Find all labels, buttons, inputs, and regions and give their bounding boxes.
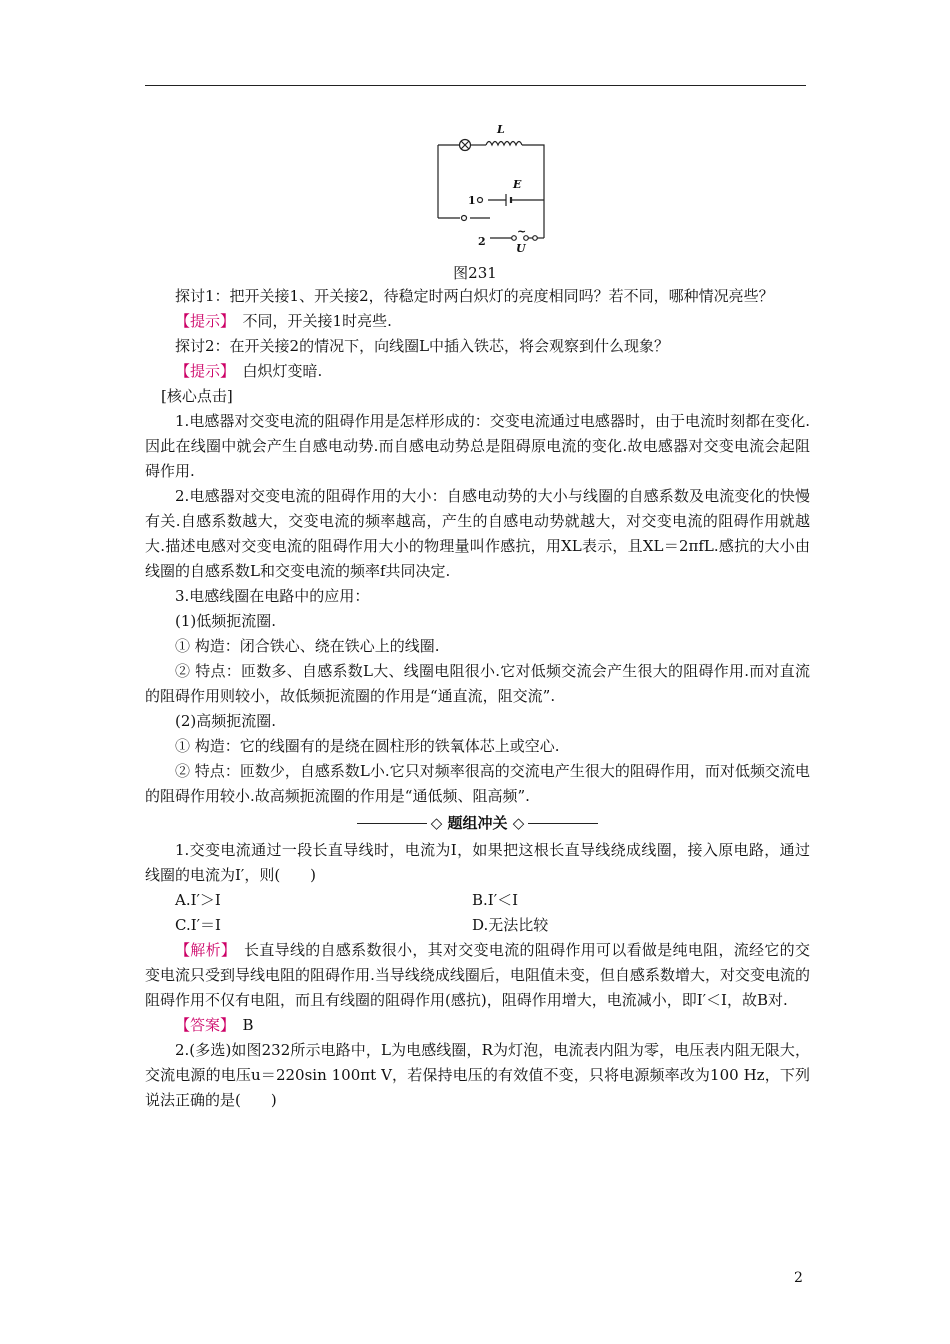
choice-c: C.I′＝I bbox=[175, 916, 221, 934]
core-heading: [核心点击] bbox=[161, 387, 233, 405]
choice-a: A.I′＞I bbox=[175, 891, 221, 909]
hint-text: 不同，开关接1时亮些. bbox=[242, 312, 392, 330]
label-U: U bbox=[516, 242, 526, 255]
hint-text: 白炽灯变暗. bbox=[242, 362, 323, 380]
analysis-tag: 【解析】 bbox=[175, 941, 229, 959]
page-number: 2 bbox=[794, 1270, 803, 1286]
label-E: E bbox=[513, 178, 522, 191]
point-3a: (1)低频扼流圈. bbox=[175, 612, 277, 630]
discuss2-question: 探讨2：在开关接2的情况下，向线圈L中插入铁芯，将会观察到什么现象？ bbox=[175, 337, 670, 355]
question-1-stem: 1.交变电流通过一段长直导线时，电流为I，如果把这根长直导线绕成线圈，接入原电路，通过线圈的电流为I′，则( ) bbox=[145, 841, 810, 884]
label-tilde: ~ bbox=[517, 225, 527, 238]
hint-tag: 【提示】 bbox=[175, 312, 228, 330]
choice-d: D.无法比较 bbox=[472, 916, 549, 934]
separator-line-left bbox=[357, 823, 427, 824]
point-3a-2: ② 特点：匝数多、自感系数L大、线圈电阻很小.它对低频交流会产生很大的阻碍作用.而对直流的阻碍作用则较小，故低频扼流圈的作用是“通直流，阻交流”. bbox=[145, 662, 810, 705]
header-rule bbox=[145, 85, 806, 86]
label-2: 2 bbox=[478, 235, 486, 248]
answer-tag: 【答案】 bbox=[175, 1016, 228, 1034]
label-L: L bbox=[497, 123, 505, 136]
analysis-text: 长直导线的自感系数很小，其对交变电流的阻碍作用可以看做是纯电阻，流经它的交变电流只受到导线电阻的阻碍作用.当导线绕成线圈后，电阻值未变，但自感系数增大，对交变电流的阻碍作用不仅有电阻，而且有线圈的阻碍作用(感抗)，阻碍作用增大，电流减小，即I′＜I，故B对. bbox=[145, 941, 810, 1009]
discuss1-hint bbox=[145, 309, 810, 334]
separator-line-right bbox=[528, 823, 598, 824]
point-3b-2: ② 特点：匝数少，自感系数L小.它只对频率很高的交流电产生很大的阻碍作用，而对低频交流电的阻碍作用较小.故高频扼流圈的作用是“通低频、阻高频”. bbox=[145, 762, 810, 805]
discuss2-hint bbox=[145, 359, 810, 384]
question-1-choices bbox=[145, 888, 810, 938]
label-1: 1 bbox=[468, 194, 476, 207]
question-2-stem: 2.(多选)如图232所示电路中，L为电感线圈，R为灯泡，电流表内阻为零，电压表内阻无限大，交流电源的电压u＝220sin 100πt V，若保持电压的有效值不变，只将电源频率改为100 Hz，下列说法正确的是( ) bbox=[145, 1041, 810, 1109]
point-3: 3.电感线圈在电路中的应用： bbox=[175, 587, 370, 605]
question-1-answer bbox=[145, 1013, 810, 1038]
figure-caption: 图231 bbox=[453, 264, 497, 282]
main-content bbox=[145, 284, 810, 1113]
circuit-figure bbox=[430, 118, 560, 260]
section-title: ◇ 题组冲关 ◇ bbox=[430, 814, 525, 832]
choice-b: B.I′＜I bbox=[472, 891, 519, 909]
discuss1-question: 探讨1：把开关接1、开关接2，待稳定时两白炽灯的亮度相同吗？若不同，哪种情况亮些？ bbox=[175, 287, 774, 305]
point-2: 2.电感器对交变电流的阻碍作用的大小：自感电动势的大小与线圈的自感系数及电流变化的快慢有关.自感系数越大，交变电流的频率越高，产生的自感电动势就越大，对交变电流的阻碍作用就越大.描述电感对交变电流的阻碍作用大小的物理量叫作感抗，用XL表示，且XL＝2πfL.感抗的大小由线圈的自感系数L和交变电流的频率f共同决定. bbox=[145, 487, 810, 580]
question-1-analysis bbox=[145, 938, 810, 1013]
point-3a-1: ① 构造：闭合铁心、绕在铁心上的线圈. bbox=[175, 637, 440, 655]
hint-tag: 【提示】 bbox=[175, 362, 228, 380]
point-3b: (2)高频扼流圈. bbox=[175, 712, 277, 730]
answer-text: B bbox=[242, 1016, 254, 1034]
point-1: 1.电感器对交变电流的阻碍作用是怎样形成的：交变电流通过电感器时，由于电流时刻都在变化.因此在线圈中就会产生自感电动势.而自感电动势总是阻碍原电流的变化.故电感器对交变电流会起阻碍作用. bbox=[145, 412, 810, 480]
section-separator bbox=[145, 811, 810, 836]
point-3b-1: ① 构造：它的线圈有的是绕在圆柱形的铁氧体芯上或空心. bbox=[175, 737, 560, 755]
